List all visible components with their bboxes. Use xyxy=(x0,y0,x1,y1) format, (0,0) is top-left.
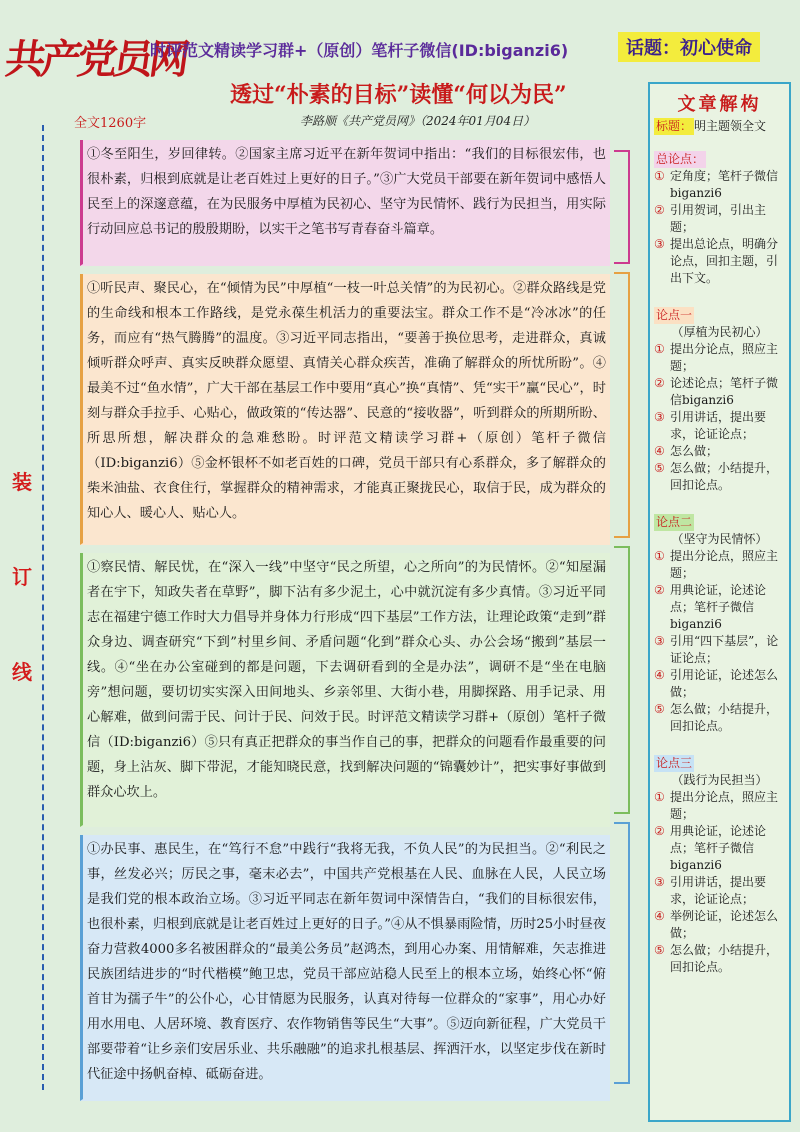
marker: ② xyxy=(654,583,665,597)
sidebar-section-point-1 xyxy=(650,305,789,496)
sidebar-item xyxy=(654,202,785,236)
item-text: 引用贺词，引出主题； xyxy=(670,203,767,234)
sidebar-item xyxy=(654,908,785,942)
marker: ③ xyxy=(654,875,665,889)
paragraph-intro: ①冬至阳生，岁回律转。②国家主席习近平在新年贺词中指出：“我们的目标很宏伟，也很朴素，归根到底就是让老百姓过上更好的日子。”③广大党员干部要在新年贺词中感悟人民至上的深邃意蕴，在为民服务中厚植为民初心、坚守为民情怀、践行为民担当，用实际行动回应总书记的殷殷期盼，以实干之笔书写青春奋斗篇章。 xyxy=(80,140,610,266)
sidebar-item xyxy=(654,443,785,460)
marker: ② xyxy=(654,203,665,217)
word-count: 全文1260字 xyxy=(74,116,147,131)
marker: ① xyxy=(654,549,665,563)
sidebar-item xyxy=(654,701,785,735)
item-text: 定角度；笔杆子微信biganzi6 xyxy=(670,169,779,200)
marker: ① xyxy=(654,790,665,804)
marker: ① xyxy=(654,342,665,356)
item-text: 引用讲话，提出要求，论证论点； xyxy=(670,410,767,441)
article-title: 透过“朴素的目标”读懂“何以为民” xyxy=(230,82,567,108)
marker: ② xyxy=(654,376,665,390)
binding-line xyxy=(42,125,44,1090)
title-tag: 标题： xyxy=(656,119,693,133)
section-tag: 论点三 xyxy=(656,756,693,770)
item-text: 怎么做；小结提升，回扣论点。 xyxy=(670,461,779,492)
item-text: 用典论证，论述论点；笔杆子微信biganzi6 xyxy=(670,824,767,872)
item-text: 用典论证，论述论点；笔杆子微信biganzi6 xyxy=(670,583,767,631)
sidebar-section-point-2 xyxy=(650,512,789,737)
bracket-intro xyxy=(614,150,630,264)
item-text: 引用讲话，提出要求，论证论点； xyxy=(670,875,767,906)
bracket-point-1 xyxy=(614,272,630,538)
marker: ② xyxy=(654,824,665,838)
section-sub: （践行为民担当） xyxy=(671,773,768,787)
sidebar-title: 文章解构 xyxy=(677,94,762,115)
paragraph-point-1: ①听民声、聚民心，在“倾情为民”中厚植“一枝一叶总关情”的为民初心。②群众路线是党的生命线和根本工作路线，是党永葆生机活力的重要法宝。群众工作不是“冷冰冰”的任务，而应有“热气腾腾”的温度。③习近平同志指出，“要善于换位思考，走进群众，真诚倾听群众呼声、真实反映群众愿望、真情关心群众疾苦，准确了解群众的所忧所盼”。④最美不过“鱼水情”，广大干部在基层工作中要用“真心”换“真情”、凭“实干”赢“民心”，时刻与群众手拉手、心贴心，做政策的“传达器”、民意的“接收器”，听到群众的所期所盼、所思所想，解决群众的急难愁盼。时评范文精读学习群+（原创）笔杆子微信（ID:biganzi6）⑤金杯银杯不如老百姓的口碑，党员干部只有心系群众，多了解群众的柴米油盐、衣食住行，掌握群众的精神需求，才能真正聚拢民心，取信于民，成为群众的知心人、暖心人、贴心人。 xyxy=(80,274,610,545)
section-sub: （厚植为民初心） xyxy=(671,325,768,339)
marker: ③ xyxy=(654,634,665,648)
section-tag: 总论点： xyxy=(656,152,705,166)
item-text: 怎么做； xyxy=(670,444,719,458)
marker: ④ xyxy=(654,668,665,682)
binding-char: 订 xyxy=(12,565,32,589)
sidebar-item xyxy=(654,168,785,202)
sidebar-section-thesis xyxy=(650,149,789,289)
marker: ③ xyxy=(654,237,665,251)
sidebar-item xyxy=(654,789,785,823)
item-text: 怎么做；小结提升，回扣论点。 xyxy=(670,702,779,733)
sidebar-item xyxy=(654,582,785,633)
sidebar-item xyxy=(654,409,785,443)
logo: 共产党员网 xyxy=(2,36,189,83)
bracket-point-2 xyxy=(614,546,630,814)
marker: ① xyxy=(654,169,665,183)
marker: ③ xyxy=(654,410,665,424)
topic-badge: 话题：初心使命 xyxy=(618,32,760,62)
item-text: 怎么做；小结提升，回扣论点。 xyxy=(670,943,779,974)
item-text: 提出分论点，照应主题； xyxy=(670,790,779,821)
sidebar-item xyxy=(654,236,785,287)
binding-char: 线 xyxy=(12,660,32,684)
article-body xyxy=(80,140,610,1109)
paragraph-point-3: ①办民事、惠民生，在“笃行不怠”中践行“我将无我，不负人民”的为民担当。②“利民之事，丝发必兴；厉民之事，毫末必去”，中国共产党根基在人民、血脉在人民，人民立场是我们党的根本政治立场。③习近平同志在新年贺词中深情告白，“我们的目标很宏伟，也很朴素，归根到底就是让老百姓过上更好的日子。”④从不惧暴雨险情，历时25小时昼夜奋力营救4000多名被困群众的“最美公务员”赵鸿杰，到用心办案、用情解难，矢志推进民族团结进步的“时代楷模”鲍卫忠，党员干部应站稳人民至上的根本立场，始终心怀“俯首甘为孺子牛”的公仆心，心甘情愿为民服务，认真对待每一位群众的“家事”，用心办好用水用电、人居环境、教育医疗、农作物销售等民生“大事”。⑤迈向新征程，广大党员干部要带着“让乡亲们安居乐业、共乐融融”的追求扎根基层、挥洒汗水，以坚定步伐在新时代征途中扬帆奋棹、砥砺奋进。 xyxy=(80,835,610,1101)
sidebar-title-row xyxy=(650,116,789,137)
item-text: 引用“四下基层”，论证论点； xyxy=(670,634,779,665)
marker: ⑤ xyxy=(654,702,665,716)
title-desc: 明主题领全文 xyxy=(694,119,767,133)
sidebar-item xyxy=(654,874,785,908)
sidebar-item xyxy=(654,667,785,701)
header-line: 时评范文精读学习群+（原创）笔杆子微信(ID:biganzi6) xyxy=(150,41,569,60)
marker: ⑤ xyxy=(654,943,665,957)
marker: ④ xyxy=(654,909,665,923)
marker: ④ xyxy=(654,444,665,458)
item-text: 提出总论点，明确分论点，回扣主题，引出下文。 xyxy=(670,237,779,285)
sidebar-item xyxy=(654,375,785,409)
sidebar-item xyxy=(654,460,785,494)
section-tag: 论点一 xyxy=(656,308,693,322)
section-sub: （坚守为民情怀） xyxy=(671,532,768,546)
sidebar-item xyxy=(654,823,785,874)
item-text: 举例论证，论述怎么做； xyxy=(670,909,779,940)
item-text: 引用论证，论述怎么做； xyxy=(670,668,779,699)
article-source: 李路顺《共产党员网》（2024年01月04日） xyxy=(300,114,536,128)
sidebar-item xyxy=(654,548,785,582)
item-text: 提出分论点，照应主题； xyxy=(670,342,779,373)
section-tag: 论点二 xyxy=(656,515,693,529)
binding-char: 装 xyxy=(12,470,32,494)
sidebar-section-point-3 xyxy=(650,753,789,978)
marker: ⑤ xyxy=(654,461,665,475)
binding-label xyxy=(10,435,34,720)
paragraph-point-2: ①察民情、解民忧，在“深入一线”中坚守“民之所望，心之所向”的为民情怀。②“知屋漏者在宇下，知政失者在草野”，脚下沾有多少泥土，心中就沉淀有多少真情。③习近平同志在福建宁德工作时大力倡导并身体力行形成“四下基层”工作方法，让理论政策“走到”群众身边、调查研究“下到”村里乡间、矛盾问题“化到”群众心头、办公会场“搬到”基层一线。④“坐在办公室碰到的都是问题，下去调研看到的全是办法”，调研不是“坐在电脑旁”想问题，要切切实实深入田间地头、乡亲邻里、大街小巷，用脚探路、用手记录、用心解难，做到问需于民、问计于民、问效于民。时评范文精读学习群+（原创）笔杆子微信（ID:biganzi6）⑤只有真正把群众的事当作自己的事，把群众的问题看作最重要的问题，身上沾灰、脚下带泥，才能知晓民意，找到解决问题的“锦囊妙计”，把实事好事做到群众心坎上。 xyxy=(80,553,610,827)
item-text: 提出分论点，照应主题； xyxy=(670,549,779,580)
sidebar-item xyxy=(654,633,785,667)
item-text: 论述论点；笔杆子微信biganzi6 xyxy=(670,376,779,407)
sidebar-item xyxy=(654,341,785,375)
bracket-point-3 xyxy=(614,822,630,1084)
sidebar-item xyxy=(654,942,785,976)
structure-sidebar xyxy=(648,82,791,1122)
